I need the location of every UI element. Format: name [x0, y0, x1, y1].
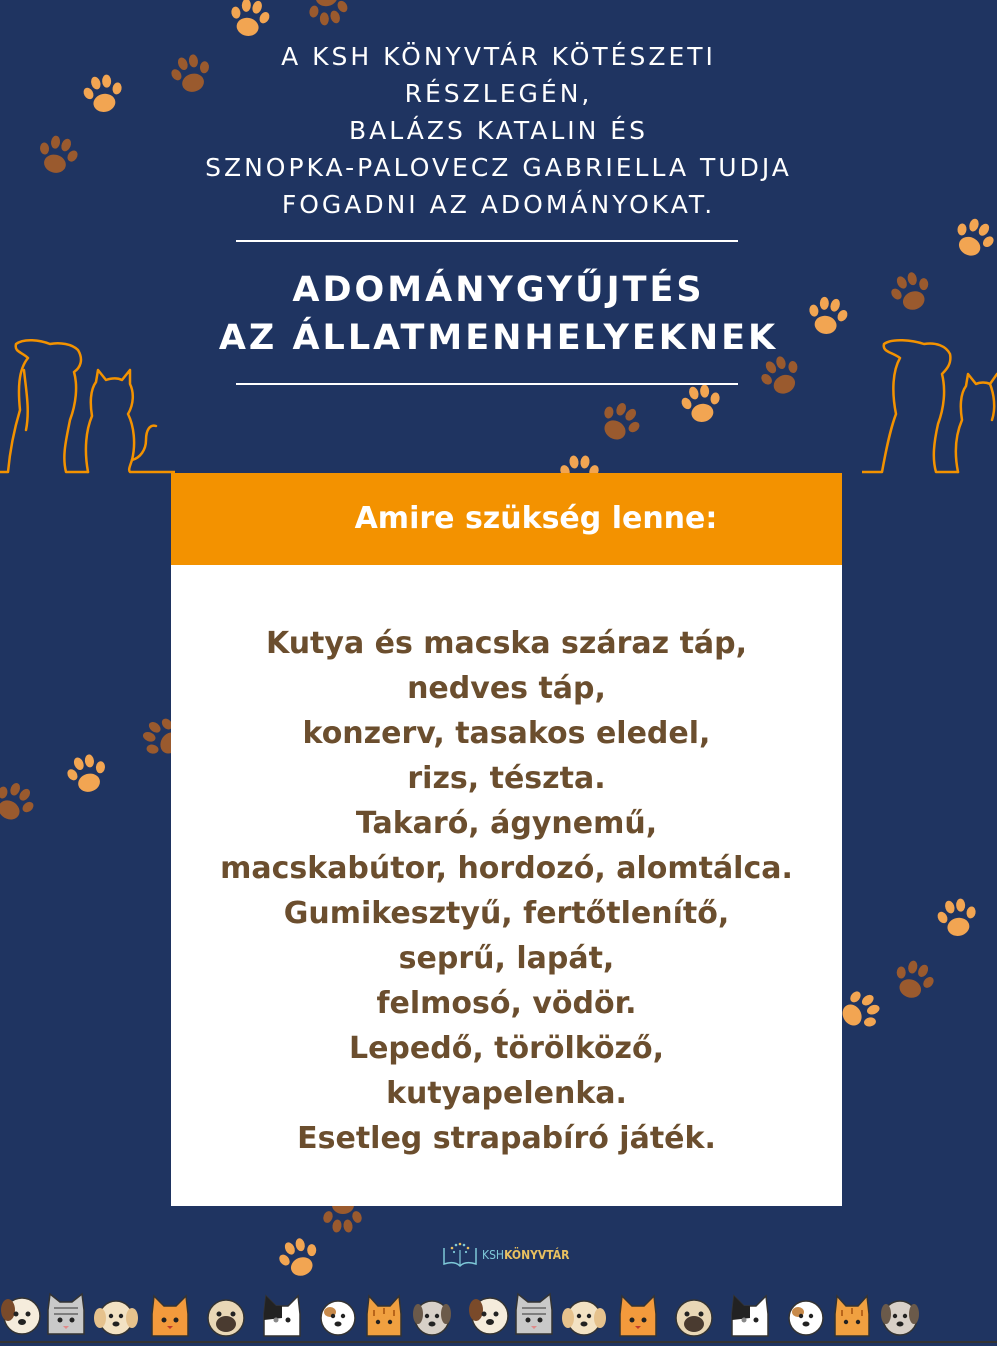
paw-icon — [930, 892, 983, 945]
intro-line: A KSH KÖNYVTÁR KÖTÉSZETI — [281, 42, 716, 71]
paw-icon — [0, 772, 44, 835]
list-item: Takaró, ágynemű, — [355, 806, 658, 841]
list-item: felmosó, vödör. — [376, 986, 637, 1021]
list-item: kutyapelenka. — [386, 1076, 627, 1111]
ksh-konyvtar-logo — [442, 1240, 569, 1270]
list-item: konzerv, tasakos eledel, — [302, 716, 711, 751]
divider-top — [236, 240, 738, 242]
page-title — [100, 266, 897, 362]
list-item: seprű, lapát, — [398, 941, 615, 976]
dog-cat-silhouette-icon — [0, 330, 175, 480]
paw-icon — [59, 747, 115, 803]
dog-cat-silhouette-icon — [862, 330, 997, 480]
intro-text — [120, 38, 877, 223]
divider-bottom — [236, 383, 738, 385]
pet-faces-icon — [0, 1270, 997, 1346]
intro-line: BALÁZS KATALIN ÉS — [349, 116, 648, 145]
paw-icon — [29, 128, 85, 184]
logo-name: KÖNYVTÁR — [504, 1248, 570, 1262]
book-logo-icon — [442, 1242, 478, 1268]
intro-line: FOGADNI AZ ADOMÁNYOKAT. — [281, 190, 716, 219]
card-header — [171, 473, 842, 565]
intro-line: SZNOPKA-PALOVECZ GABRIELLA TUDJA — [205, 153, 792, 182]
paw-icon — [674, 378, 727, 431]
list-item: Lepedő, törölköző, — [348, 1031, 665, 1066]
title-line: ADOMÁNYGYŰJTÉS — [292, 270, 705, 310]
intro-line: RÉSZLEGÉN, — [404, 79, 593, 108]
list-item: rizs, tészta. — [407, 761, 606, 796]
logo-text — [482, 1248, 569, 1262]
paw-icon — [301, 0, 354, 32]
needs-list — [131, 621, 882, 1161]
list-item: Kutya és macska száraz táp, — [265, 626, 748, 661]
logo-prefix: KSH — [482, 1248, 505, 1262]
needs-card — [171, 473, 842, 1206]
card-header-title: Amire szükség lenne: — [354, 501, 718, 536]
list-item: Esetleg strapabíró játék. — [297, 1121, 716, 1156]
list-item: macskabútor, hordozó, alomtálca. — [220, 851, 793, 886]
list-item: nedves táp, — [407, 671, 606, 706]
paw-icon — [884, 952, 943, 1011]
paw-icon — [588, 392, 651, 455]
list-item: Gumikesztyű, fertőtlenítő, — [283, 896, 730, 931]
paw-icon — [942, 208, 997, 269]
title-line: AZ ÁLLATMENHELYEKNEK — [218, 318, 779, 358]
